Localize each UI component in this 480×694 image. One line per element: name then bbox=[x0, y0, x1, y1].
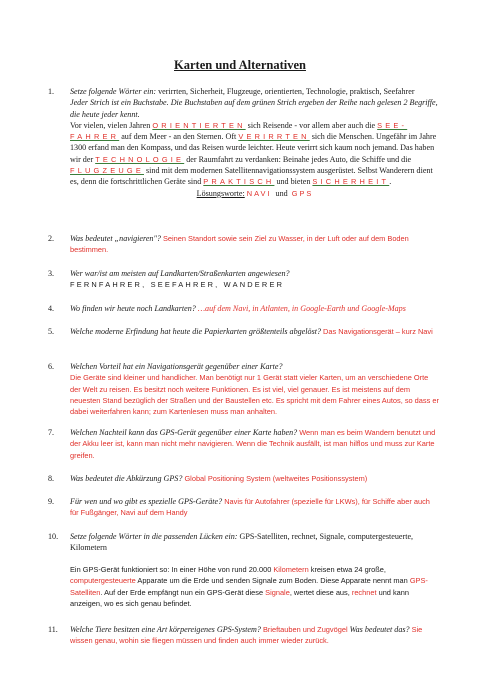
q1-text-3: auf dem Meer - an den Sternen. Oft bbox=[121, 132, 237, 142]
q1-text-2: sich Reisende - vor allem aber auch die bbox=[247, 120, 376, 130]
q1-text-4: sich die Menschen. Ungefähr im Jahre 1300 erfand man den Kompass, und das Reisen wurde leichter. Heute verirrt sich kaum noch jemand. Das haben wir der bbox=[70, 132, 437, 164]
q10-paragraph bbox=[70, 564, 440, 609]
q10-prompt: Setze folgende Wörter in die passenden Lücken ein: bbox=[70, 532, 238, 541]
question-number: 8. bbox=[48, 474, 55, 483]
answer-praktisch: PRAKTISCH bbox=[203, 177, 275, 187]
q10-text-3: Apparate um die Erde und senden Signale zum Boden. Diese Apparate nennt man bbox=[137, 576, 408, 586]
question-3 bbox=[48, 268, 440, 291]
question-number: 2. bbox=[48, 234, 55, 243]
answer-fahrer: FAHRER bbox=[70, 132, 120, 142]
q11-question-2: Was bedeutet das? bbox=[349, 625, 410, 634]
question-number: 5. bbox=[48, 327, 55, 336]
q8-question: Was bedeutet die Abkürzung GPS? bbox=[70, 474, 183, 483]
q10-answer-kilometern: Kilometern bbox=[273, 565, 309, 574]
q10-answer-rechnet: rechnet bbox=[351, 587, 377, 597]
q7-question: Welchen Nachteil kann das GPS-Gerät gegenüber einer Karte haben? bbox=[70, 428, 298, 437]
q6-answer: Die Geräte sind kleiner und handlicher. Man benötigt nur 1 Gerät statt vieler Karten, um an verschiedene Orte der Welt zu reisen. Es besitzt noch weitere Funktionen. Es ist viel, viel genauer. Es ist meistens auf dem neuesten Stand bezüglich der Straßen und der Baustellen etc. Es spricht mit dem Fahrer eines Autos, so dass er dabei weiterfahren kann; zum Kartenlesen muss man anhalten. bbox=[70, 373, 439, 417]
answer-flugzeuge: FLUGZEUGE bbox=[70, 166, 144, 176]
q4-answer: …auf dem Navi, in Atlanten, in Google-Earth und Google-Maps bbox=[197, 304, 406, 313]
q8-answer: Global Positioning System (weltweites Positionssystem) bbox=[184, 474, 368, 483]
q1-words: verirrten, Sicherheit, Flugzeuge, orientierten, Technologie, praktisch, Seefahrer bbox=[158, 87, 415, 96]
q5-question: Welche moderne Erfindung hat heute die Papierkarten größtenteils abgelöst? bbox=[70, 327, 322, 336]
q2-answer: Seinen Standort sowie sein Ziel zu Wasser, in der Luft oder auf dem Boden bestimmen. bbox=[70, 234, 409, 255]
q5-answer: Das Navigationsgerät – kurz Navi bbox=[323, 327, 433, 336]
page-title: Karten und Alternativen bbox=[174, 58, 306, 72]
question-1 bbox=[48, 86, 440, 199]
q1-instruction: Jeder Strich ist ein Buchstabe. Die Buchstaben auf dem grünen Strich ergeben der Reihe nach gelesen 2 Begriffe, die heute jeder kennt. bbox=[70, 98, 438, 119]
solution-word-1: NAVI bbox=[246, 188, 272, 198]
solution-word-2: GPS bbox=[291, 188, 314, 198]
answer-technologie: TECHNOLOGIE bbox=[95, 154, 185, 164]
question-number: 11. bbox=[48, 625, 58, 634]
answer-orientierten: ORIENTIERTEN bbox=[152, 120, 246, 130]
question-number: 1. bbox=[48, 87, 55, 96]
q11-answer-2: Sie wissen genau, wohin sie fliegen müssen und finden auch immer wieder zurück. bbox=[70, 625, 423, 646]
question-6 bbox=[48, 361, 440, 417]
q10-answer-signale: Signale bbox=[265, 587, 290, 597]
q9-question: Für wen und wo gibt es spezielle GPS-Geräte? bbox=[70, 497, 223, 506]
question-11 bbox=[48, 624, 440, 647]
question-4 bbox=[48, 303, 440, 314]
q10-text-2: kreisen etwa 24 große, bbox=[310, 565, 386, 574]
q1-text-5: der Raumfahrt zu verdanken: Beinahe jedes Auto, die Schiffe und die bbox=[186, 154, 412, 164]
q6-question: Welchen Vorteil hat ein Navigationsgerät gegenüber einer Karte? bbox=[70, 362, 283, 371]
question-10 bbox=[48, 531, 440, 554]
solution-line bbox=[70, 188, 440, 199]
q10-answer-gps-satelliten: GPS-Satelliten bbox=[70, 576, 428, 597]
answer-verirrten: VERIRRTEN bbox=[238, 132, 310, 142]
answer-sicherheit: SICHERHEIT bbox=[312, 177, 390, 187]
q1-text-8: . bbox=[389, 177, 392, 187]
question-number: 6. bbox=[48, 362, 55, 371]
q1-text-7: und bieten bbox=[276, 177, 311, 187]
q10-words: GPS-Satelliten, rechnet, Signale, computergesteuerte, Kilometern bbox=[70, 532, 414, 553]
question-7 bbox=[48, 427, 440, 461]
question-2 bbox=[48, 233, 440, 256]
q11-answer-1: Brieftauben und Zugvögel bbox=[262, 625, 348, 634]
q1-text-1: Vor vielen, vielen Jahren bbox=[70, 120, 151, 130]
question-9 bbox=[48, 496, 440, 519]
question-number: 7. bbox=[48, 428, 55, 437]
q9-answer: Navis für Autofahrer (spezielle für LKWs), für Schiffe aber auch für Fußgänger, Navi auf dem Handy bbox=[70, 497, 430, 518]
answer-see: SEE- bbox=[377, 120, 408, 130]
question-number: 10. bbox=[48, 532, 59, 541]
q3-answer: FERNFAHRER, SEEFAHRER, WANDERER bbox=[70, 280, 285, 290]
question-5 bbox=[48, 326, 440, 337]
q10-text-1: Ein GPS-Gerät funktioniert so: In einer Höhe von rund 20.000 bbox=[70, 565, 272, 574]
question-8 bbox=[48, 473, 440, 484]
question-number: 4. bbox=[48, 304, 55, 313]
question-number: 3. bbox=[48, 269, 55, 278]
question-number: 9. bbox=[48, 497, 55, 506]
q10-answer-computergesteuerte: computergesteuerte bbox=[70, 576, 136, 586]
q1-prompt: Setze folgende Wörter ein: bbox=[70, 87, 157, 96]
q10-text-5: , wertet diese aus, bbox=[289, 587, 350, 597]
q1-text-6: sind mit dem modernen Satellitennavigationssystem ausgerüstet. Selbst Wanderern dient es, denn die fortschrittlichen Geräte sind bbox=[70, 166, 433, 187]
q11-question: Welche Tiere besitzen eine Art körpereigenes GPS-System? bbox=[70, 625, 261, 634]
q7-answer: Wenn man es beim Wandern benutzt und der Akku leer ist, kann man nicht mehr navigieren. Wenn die Technik ausfällt, ist man hilflos und muss zur Karte greifen. bbox=[70, 428, 436, 460]
q10-text-6: und kann anzeigen, wo es sich genau befindet. bbox=[70, 587, 409, 608]
solution-und: und bbox=[275, 188, 288, 198]
q10-text-4: . Auf der Erde empfängt nun ein GPS-Gerät diese bbox=[100, 587, 264, 597]
q2-question: Was bedeutet „navigieren"? bbox=[70, 234, 161, 243]
solution-label: Lösungsworte: bbox=[196, 188, 245, 198]
q3-question: Wer war/ist am meisten auf Landkarten/Straßenkarten angewiesen? bbox=[70, 269, 290, 278]
q4-question: Wo finden wir heute noch Landkarten? bbox=[70, 304, 196, 313]
